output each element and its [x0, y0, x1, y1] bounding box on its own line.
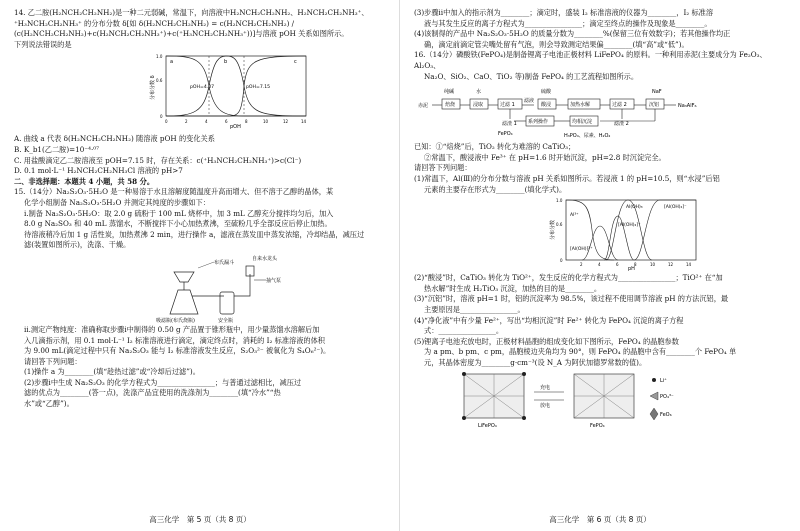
q15b-line-1: ⅱ.测定产物纯度：准确称取步骤ⅰ中制得的 0.50 g 产品置于锥形瓶中，用少量蒸馏水溶解后加: [24, 324, 320, 334]
al-graph-xlabel: pH: [628, 266, 635, 273]
pOH-annotation-2: pOH=7.15: [246, 85, 271, 91]
q15-cont-line-2: 液与其发生反应的离子方程式为________________；滴定至终点的操作及现象是________。: [424, 18, 712, 28]
x-tick: 14: [686, 262, 692, 268]
flow-label: 赤泥: [418, 103, 429, 110]
flow-reagent: 水: [476, 89, 482, 96]
flow-step: 过滤 1: [500, 102, 515, 109]
q14-line-2: ⁺H₃NCH₂CH₂NH₃⁺ 的分布分数 δ[如 δ(H₂NCH₂CH₂NH₂) = c(H₂NCH₂CH₂NH₂) / (c(H₂NCH₂CH₂NH₂)+c(H₂NCH₂CH₂NH₃⁺)+c(⁺H₃NCH₂CH₂NH₃⁺))]与溶液 pOH 关系如图所示。: [14, 18, 349, 39]
x-tick: 0: [165, 119, 168, 125]
x-tick: 2: [185, 119, 188, 125]
q14-option-a: A. 曲线 a 代表 δ(H₂NCH₂CH₂NH₂) 随溶液 pOH 的变化关系: [14, 134, 215, 144]
q15-cont-line-4: 确，滴定前滴定管尖嘴处留有气泡，则会导致测定结果偏________(填“高”或“低”)。: [424, 39, 689, 49]
flow-step: 沉铝: [649, 102, 660, 109]
flow-reagent: 纯碱: [444, 89, 455, 96]
q15b-line-3: 为 9.00 mL(滴定过程中只有 Na₂S₂O₃ 能与 I₂ 标准溶液发生反应，S₂O₃²⁻ 被氧化为 S₄O₆²⁻)。: [24, 346, 331, 356]
pOH-graph-ylabel: 分布分数 δ: [150, 75, 156, 101]
flow-output: 滤渣 1: [502, 121, 517, 128]
x-tick: 12: [283, 119, 289, 125]
q15b-line-8: 水”或“乙醇”)。: [24, 399, 74, 409]
al-graph-ylabel: 分布分数: [550, 220, 556, 241]
flow-step: 酸浸: [541, 102, 552, 109]
q14-option-d: D. 0.1 mol·L⁻¹ H₂NCH₂CH₂NH₃Cl 溶液的 pH>7: [14, 166, 183, 176]
y-tick: 0.6: [556, 222, 563, 228]
q16b-line-1: (2)“酸浸”时，CaTiO₃ 转化为 TiO²⁺，发生反应的化学方程式为________________；TiO²⁺ 在“加: [414, 273, 723, 283]
q14-option-c: C. 用盐酸滴定乙二胺溶液至 pOH=7.15 时，存在关系：c(⁺H₃NCH₂CH₂NH₃⁺)>c(Cl⁻): [14, 155, 302, 165]
y-tick: 0: [160, 114, 163, 120]
crystal-cell-figure: [454, 370, 786, 430]
x-tick: 8: [634, 262, 637, 268]
q15-line-6: 滤(装置如图所示)，洗涤、干燥。: [24, 240, 131, 250]
arrow-label: 充电: [540, 385, 551, 392]
species-label: [Al(OH)]²⁺: [570, 247, 593, 253]
flow-step: 系列操作: [528, 119, 549, 126]
q16b-line-4: 主要原因是________________。: [424, 304, 525, 314]
q16-line-2: Na₂O、SiO₂、CaO、TiO₂ 等)制备 FePO₄ 的工艺流程如图所示。: [424, 71, 639, 81]
q14-option-b: B. K_b1(乙二胺)=10⁻⁴·⁰⁷: [14, 144, 100, 154]
x-tick: 10: [650, 262, 656, 268]
x-tick: 6: [225, 119, 228, 125]
species-label: [Al(OH)₂]⁺: [618, 223, 641, 229]
q16b-line-5: (4)“净化液”中有少量 Fe²⁺，写出“均相沉淀”时 Fe²⁺ 转化为 FePO₄ 沉淀的离子方程: [414, 315, 684, 325]
curve-a-label: a: [170, 59, 174, 66]
q16b-line-7: (5)锂离子电池充放电时，正极材料晶胞的组成变化如下图所示，FePO₄ 的晶胞参数: [414, 336, 679, 346]
page-footer: 高三化学 第 5 页（共 8 页）: [149, 515, 251, 524]
pOH-annotation-1: pOH=4.07: [190, 85, 215, 91]
species-label: Al³⁺: [570, 213, 579, 219]
flow-output: 滤液: [524, 98, 535, 105]
cell-label: LiFePO₄: [478, 423, 497, 430]
q15-cont-line-3: (4)该制得的产品中 Na₂S₂O₃·5H₂O 的质量分数为________%(保留三位有效数字)；若其他操作均正: [414, 29, 731, 39]
species-label: Al(OH)₃: [626, 205, 643, 211]
q15b-line-4: 请回答下列问题：: [24, 356, 82, 366]
pOH-graph: [144, 52, 386, 132]
x-tick: 14: [301, 119, 307, 125]
flow-output: FePO₄: [498, 131, 513, 138]
curve-c-label: c: [294, 59, 297, 66]
flow-output: 滤渣 2: [614, 121, 629, 128]
x-tick: 4: [598, 262, 601, 268]
q16-line-1: 16.（14分）磷酸铁(FePO₄)是制备锂离子电池正极材料 LiFePO₄ 的原料。一种利用赤泥(主要成分为 Fe₂O₃、Al₂O₃、: [414, 50, 767, 70]
cell-label: FePO₄: [590, 423, 605, 430]
flow-output: Na₃AlF₆: [678, 103, 697, 110]
pOH-graph-xlabel: pOH: [230, 124, 241, 131]
flow-step: 焙烧: [445, 102, 456, 109]
q15b-line-5: (1)操作 a 为________(填“趁热过滤”或“冷却后过滤”)。: [24, 367, 200, 377]
q16b-line-9: 元，其晶体密度为________g·cm⁻³(设 N_A 为阿伏加德罗常数的值)。: [424, 357, 647, 367]
x-tick: 4: [205, 119, 208, 125]
y-tick: 0.6: [156, 78, 163, 84]
y-tick: 1.0: [556, 198, 563, 204]
q15-line-2: 化学小组制备 Na₂S₂O₃·5H₂O 并测定其纯度的步骤如下：: [24, 197, 210, 207]
x-tick: 12: [668, 262, 674, 268]
flow-reagent: 硫酸: [541, 89, 552, 96]
q14-line-1: 14. 乙二胺(H₂NCH₂CH₂NH₂)是一种二元弱碱，常温下，向溶液中H₂NCH₂CH₂NH₂、H₂NCH₂CH₂NH₃⁺、: [14, 8, 369, 17]
legend-label: FeO₆: [660, 412, 672, 419]
apparatus-label: 自来水龙头: [252, 255, 278, 262]
process-flow: [414, 83, 786, 141]
q15b-line-2: 入几滴指示剂，用 0.1 mol·L⁻¹ I₂ 标准溶液进行滴定，滴定终点时，消耗的 I₂ 标准溶液的体积: [24, 335, 325, 345]
q16-info-3: 请回答下列问题：: [414, 163, 472, 173]
q15-line-4: 8.0 g Na₂SO₃ 和 40 mL 蒸馏水，不断搅拌下小心加热煮沸，至硫粉几乎全部反应后停止加热。: [24, 219, 332, 229]
q15-line-5: 待溶液稍冷后加 1 g 活性炭，加热煮沸 2 min，进行操作 a，滤液在蒸发皿中蒸发浓缩，冷却结晶，减压过: [24, 229, 365, 239]
curve-b-label: b: [224, 59, 228, 66]
flow-step: 过滤 2: [612, 102, 627, 109]
flow-step: 均相沉淀: [572, 119, 593, 126]
right-page: [400, 0, 800, 531]
al-distribution-graph: [544, 196, 786, 272]
page-footer: 高三化学 第 6 页（共 8 页）: [549, 515, 651, 524]
q15-line-1: 15.（14分）Na₂S₂O₃·5H₂O 是一种易溶于水且溶解度随温度升高而增大、但不溶于乙醇的晶体，某: [14, 187, 334, 197]
x-tick: 6: [616, 262, 619, 268]
legend-label: Li⁺: [660, 378, 667, 385]
q14-line-3: 下列说法错误的是: [14, 39, 72, 49]
x-tick: 2: [580, 262, 583, 268]
x-tick: 8: [245, 119, 248, 125]
q15-cont-line-1: (3)步骤ⅱ中加入的指示剂为________；滴定时，盛装 I₂ 标准溶液的仪器为________，I₂ 标准溶: [414, 8, 714, 17]
apparatus-label: 布氏漏斗: [214, 259, 235, 266]
apparatus-label: 抽气泵: [266, 277, 282, 284]
q16-info-2: ②常温下，酸浸液中 Fe³⁺ 在 pH=1.6 时开始沉淀，pH=2.8 时沉淀完全。: [424, 152, 666, 162]
q15-line-3: ⅰ.制备 Na₂S₂O₃·5H₂O：取 2.0 g 硫粉于 100 mL 烧杯中，加 3 mL 乙醇充分搅拌均匀后，加入: [24, 208, 334, 218]
q16-info-1: 已知：①“焙烧”后，TiO₂ 转化为难溶的 CaTiO₃；: [414, 142, 576, 152]
legend-label: PO₄³⁻: [660, 394, 674, 401]
x-tick: 10: [263, 119, 269, 125]
y-tick: 1.0: [156, 54, 163, 60]
arrow-label: 放电: [540, 403, 551, 410]
section-heading: 二、非选择题：本题共 4 小题，共 58 分。: [14, 176, 155, 186]
q15b-line-7: 滤的优点为________(答一点)，洗涤产品宜使用的洗涤剂为________(填“冷水”“热: [24, 388, 281, 398]
q16b-line-6: 式：________________。: [424, 326, 504, 336]
q16-info-5: 元素的主要存在形式为________(填化学式)。: [424, 184, 567, 194]
q16b-line-2: 热水解”时生成 H₂TiO₃ 沉淀，加热的目的是________。: [424, 283, 602, 293]
q16b-line-3: (3)“沉铝”时，溶液 pH=1 时，铝的沉淀率为 98.5%，该过程不使用调节溶液 pH 的方法沉铝，最: [414, 294, 729, 304]
y-tick: 0: [560, 258, 563, 264]
q16b-line-8: 为 a pm、b pm、c pm，晶胞棱边夹角均为 90°，则 FePO₄ 的晶胞中含有________个 FePO₄ 单: [424, 347, 737, 357]
flow-step: 加热水解: [570, 102, 591, 109]
flow-reagent: H₃PO₄、尿素、H₂O₂: [564, 133, 611, 140]
apparatus-label: 安全瓶: [218, 317, 234, 324]
apparatus-label: 吸滤瓶(布氏烧瓶): [156, 317, 195, 324]
flow-step: 浸取: [473, 102, 484, 109]
filtration-apparatus: [154, 252, 386, 324]
q16-info-4: (1)常温下，Al(Ⅲ)的分布分数与溶液 pH 关系如图所示。若浸液 1 的 pH=10.5，则“水浸”后铝: [414, 173, 720, 183]
flow-reagent: NaF: [652, 89, 662, 96]
q15b-line-6: (2)步骤ⅰ中生成 Na₂S₂O₃ 的化学方程式为________________；与普通过滤相比，减压过: [24, 377, 302, 387]
species-label: [Al(OH)₄]⁻: [664, 205, 687, 211]
